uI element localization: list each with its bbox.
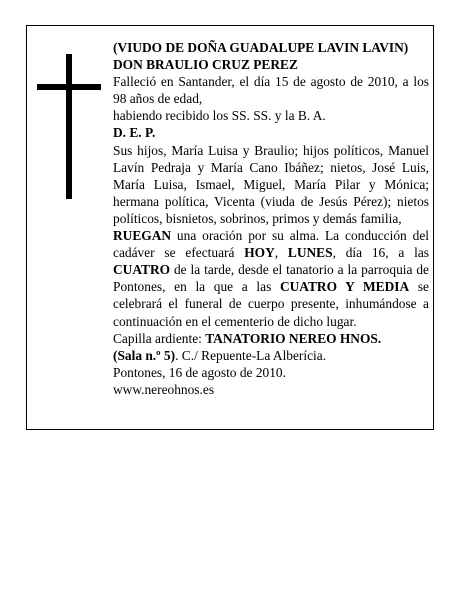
chapel-line: Capilla ardiente: TANATORIO NEREO HNOS. [113,330,382,346]
cuatro-word: CUATRO [113,262,171,278]
sala-number: (Sala n.º 5) [113,347,176,363]
hoy-word: HOY [244,245,275,261]
place-date: Pontones, 16 de agosto de 2010. [113,364,286,380]
deceased-name: DON BRAULIO CRUZ PEREZ [113,57,298,73]
tanatorio-name: TANATORIO NEREO HNOS. [205,330,382,346]
cuatro-media-words: CUATRO Y MEDIA [279,279,410,295]
sacraments-line: habiendo recibido los SS. SS. y la B. A. [113,108,326,124]
death-info: Falleció en Santander, el día 15 de agosto de 2010, a los 98 años de edad, [113,74,429,107]
cross-icon [37,54,101,199]
website-text: www.nereohnos.es [113,381,215,397]
widow-line: (VIUDO DE DOÑA GUADALUPE LAVIN LAVIN) [113,40,409,55]
cross-horizontal-bar [37,84,101,90]
family-paragraph: Sus hijos, María Luisa y Braulio; hijos políticos, Manuel Lavín Pedraja y María Cano Ibáñez; nietos, José Luis, María Luisa, Ismael, Miguel, María Pilar y Mónica; hermana política, Vicenta (viuda de Jesús Pérez); nietos políticos, bisnietos, sobrinos, primos y demás familia, [113,142,429,226]
obituary-notice [26,25,434,430]
lunes-word: LUNES [287,245,333,261]
cross-vertical-bar [66,54,72,199]
ruegan-word: RUEGAN [113,228,172,244]
request-paragraph: RUEGAN una oración por su alma. La conducción del cadáver se efectuará HOY, LUNES, día 16, a las CUATRO de la tarde, desde el tanatorio a la parroquia de Pontones, en la que a las CUATRO Y MEDIA se celebrará el funeral de cuerpo presente, inhumándose a continuación en el cementerio de dicho lugar. [113,228,430,329]
rip-line: D. E. P. [113,125,156,141]
notice-text [113,39,429,398]
chapel-address-line: (Sala n.º 5). C./ Repuente-La Alberícia. [113,347,327,363]
